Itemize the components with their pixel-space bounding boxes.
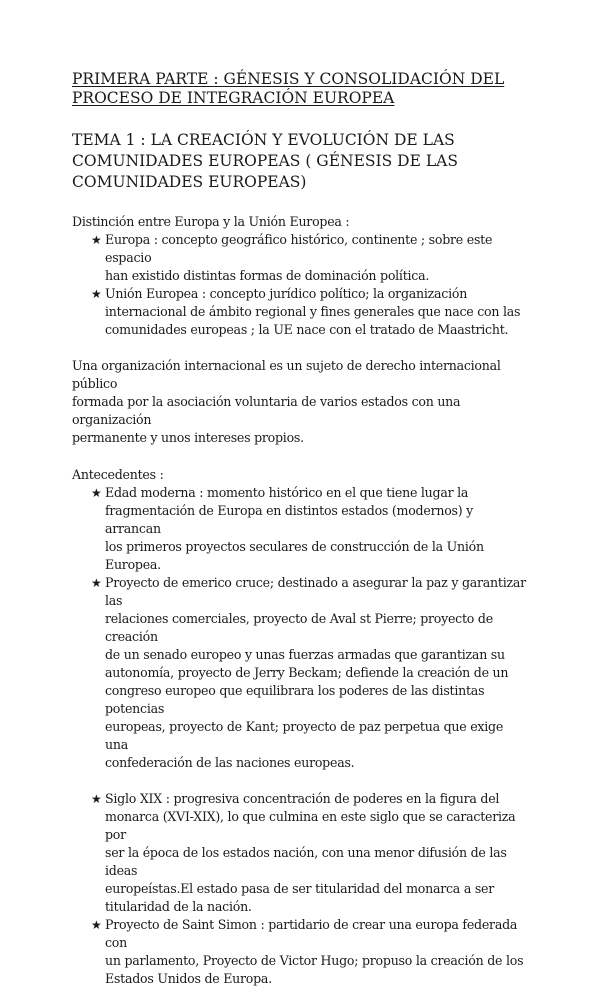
list-item — [91, 484, 528, 574]
star-bullet-icon: ★ — [91, 792, 102, 806]
item-line: de un senado europeo y unas fuerzas armadas que garantizan su — [105, 647, 505, 662]
item-line: Edad moderna : momento histórico en el que tiene lugar la — [105, 485, 469, 500]
item-line: los primeros proyectos seculares de construcción de la Unión Europea. — [105, 539, 484, 572]
star-bullet-icon: ★ — [91, 576, 102, 590]
list-item — [91, 916, 528, 988]
item-line: confederación de las naciones europeas. — [105, 755, 355, 770]
list-item — [91, 285, 528, 339]
item-line: han existido distintas formas de dominación política. — [105, 268, 430, 283]
star-bullet-icon: ★ — [91, 287, 102, 301]
item-line: un parlamento, Proyecto de Victor Hugo; propuso la creación de los — [105, 953, 524, 968]
item-line: fragmentación de Europa en distintos estados (modernos) y arrancan — [105, 503, 474, 536]
item-line: europeístas.El estado pasa de ser titularidad del monarca a ser — [105, 881, 495, 896]
antecedentes-heading: Antecedentes : — [72, 467, 164, 482]
tema-title — [72, 130, 528, 193]
item-line: Europa : concepto geográfico histórico, continente ; sobre este espacio — [105, 232, 493, 265]
item-line: congreso europeo que equilibrara los poderes de las distintas potencias — [105, 683, 485, 716]
item-line: monarca (XVI-XIX), lo que culmina en este siglo que se caracteriza por — [105, 809, 516, 842]
star-bullet-icon: ★ — [91, 918, 102, 932]
star-bullet-icon: ★ — [91, 486, 102, 500]
star-bullet-icon: ★ — [91, 233, 102, 247]
part-title — [72, 70, 528, 108]
item-line: Proyecto de emerico cruce; destinado a asegurar la paz y garantizar las — [105, 575, 526, 608]
part-title-line: PRIMERA PARTE : GÉNESIS Y CONSOLIDACIÓN DEL — [72, 70, 505, 88]
org-paragraph — [72, 357, 528, 447]
list-item — [91, 231, 528, 285]
tema-title-line: COMUNIDADES EUROPEAS) — [72, 173, 307, 191]
list-item — [91, 574, 528, 772]
paragraph-line: permanente y unos intereses propios. — [72, 430, 304, 445]
item-line: titularidad de la nación. — [105, 899, 252, 914]
antecedentes-list — [72, 484, 528, 988]
item-line: autonomía, proyecto de Jerry Beckam; defiende la creación de un — [105, 665, 509, 680]
distincion-list — [72, 231, 528, 339]
item-line: relaciones comerciales, proyecto de Aval st Pierre; proyecto de creación — [105, 611, 493, 644]
item-line: Proyecto de Saint Simon : partidario de crear una europa federada con — [105, 917, 518, 950]
tema-title-line: COMUNIDADES EUROPEAS ( GÉNESIS DE LAS — [72, 152, 458, 170]
paragraph-line: Una organización internacional es un sujeto de derecho internacional público — [72, 358, 501, 391]
item-line: ser la época de los estados nación, con una menor difusión de las ideas — [105, 845, 507, 878]
item-line: internacional de ámbito regional y fines generales que nace con las — [105, 304, 521, 319]
part-title-line: PROCESO DE INTEGRACIÓN EUROPEA — [72, 89, 395, 107]
item-line: europeas, proyecto de Kant; proyecto de paz perpetua que exige una — [105, 719, 504, 752]
distincion-heading: Distinción entre Europa y la Unión Europea : — [72, 214, 350, 229]
tema-title-line: TEMA 1 : LA CREACIÓN Y EVOLUCIÓN DE LAS — [72, 131, 455, 149]
item-line: Siglo XIX : progresiva concentración de poderes en la figura del — [105, 791, 500, 806]
item-line: comunidades europeas ; la UE nace con el tratado de Maastricht. — [105, 322, 509, 337]
paragraph-line: formada por la asociación voluntaria de varios estados con una organización — [72, 394, 461, 427]
item-line: Unión Europea : concepto jurídico político; la organización — [105, 286, 468, 301]
list-item — [91, 790, 528, 916]
item-line: Estados Unidos de Europa. — [105, 971, 272, 986]
